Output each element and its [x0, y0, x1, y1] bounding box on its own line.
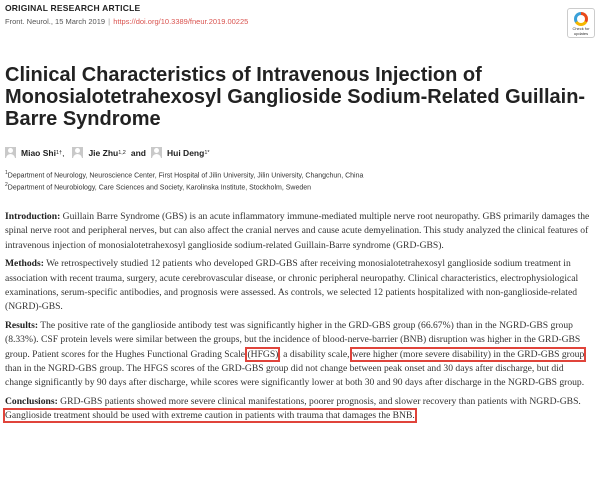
- avatar-icon: [72, 147, 83, 158]
- article-title: Clinical Characteristics of Intravenous Injection of Monosialotetrahexosyl Ganglioside Sodium-Related Guillain-Barre Syndrome: [5, 64, 586, 130]
- check-for-updates-badge[interactable]: [567, 8, 595, 38]
- author-name: Miao Shi: [21, 147, 56, 158]
- avatar-icon: [151, 147, 162, 158]
- abstract-introduction: Introduction: Guillain Barre Syndrome (GBS) is an acute inflammatory immune-mediated multiple nerve root neuropathy. GBS primarily damages the spinal nerve root and peripheral nerves, but can also affect the cranial nerves and cause acute demyelination. This study analyzed the clinical features of intravenous injection of monosialotetrahexosyl ganglioside sodium-related Guillain-Barre syndrome (GRD-GBS).: [5, 211, 590, 251]
- citation-separator: |: [108, 17, 111, 26]
- author-and: and: [130, 147, 146, 158]
- badge-line-2: updates: [573, 30, 589, 36]
- doi-link[interactable]: https://doi.org/10.3389/fneur.2019.00225: [113, 17, 249, 26]
- abstract-methods: Methods: We retrospectively studied 12 patients who developed GRD-GBS after receiving monosialotetrahexosyl ganglioside sodium treatment in association with recent trauma, surgery, acute cerebrovascular disease, or chronic peripheral neuropathy. Clinical characteristics, electrophysiological examinations, serum-specific antibodies, and prognosis were assessed. As controls, we selected 12 patients hospitalized with non-ganglioside-related (NGRD)-GBS.: [5, 258, 579, 313]
- affiliation-1: $^1$Department of Neurology, Neuroscience Center, First Hospital of Jilin University, Jilin University, Changchun, China: [5, 170, 364, 180]
- highlight-box: Ganglioside treatment should be used with extreme caution in patients with trauma that damages the BNB.: [5, 410, 415, 422]
- section-label: Methods:: [5, 258, 44, 270]
- abstract: [5, 210, 593, 428]
- author-list: [5, 147, 210, 158]
- author-hui-deng[interactable]: Hui Deng 1*: [151, 147, 210, 158]
- section-label: Results:: [5, 320, 39, 332]
- journal-date: Front. Neurol., 15 March 2019: [5, 17, 106, 26]
- abstract-conclusions: Conclusions: GRD-GBS patients showed more severe clinical manifestations, poorer prognosis, and slower recovery than patients with NGRD-GBS. Ganglioside treatment should be used with extreme caution in patients with trauma that damages the BNB.: [5, 396, 581, 422]
- affiliation-2: $^2$Department of Neurobiology, Care Sciences and Society, Karolinska Institute, Stockholm, Sweden: [5, 182, 312, 192]
- section-label: Introduction:: [5, 211, 61, 222]
- author-miao-shi[interactable]: Miao Shi 1†: [5, 147, 62, 158]
- section-label: Conclusions:: [5, 396, 58, 408]
- abstract-results: Results: The positive rate of the ganglioside antibody test was significantly higher in the GRD-GBS group (66.67%) than in the NGRD-GBS group (8.33%). CSF protein levels were similar between the groups, but the incidence of blood-nerve-barrier (BNB) disruption was higher in the GRD-GBS group. Patient scores for the Hughes Functional Grading Scale (HFGS), a disability scale, were higher (more severe disability) in the GRD-GBS group than in the NGRD-GBS group. The HFGS scores of the GRD-GBS group did not change between peak onset and 30 days after discharge, but did change significantly by 90 days after discharge, while scores were significantly lower at both 30 and 90 days after discharge in the NGRD-GBS group.: [5, 320, 585, 389]
- highlight-box: (HFGS): [247, 348, 279, 360]
- avatar-icon: [5, 147, 16, 158]
- citation-line: [5, 17, 248, 26]
- author-jie-zhu[interactable]: Jie Zhu 1,2: [72, 147, 125, 158]
- author-name: Jie Zhu: [88, 147, 119, 158]
- check-for-updates-icon: [574, 12, 588, 26]
- author-name: Hui Deng: [167, 147, 205, 158]
- badge-line-1: Check for: [572, 26, 590, 31]
- author-comma: ,: [62, 147, 65, 158]
- highlight-box: were higher (more severe disability) in the GRD-GBS group: [351, 348, 585, 360]
- article-type: ORIGINAL RESEARCH ARTICLE: [5, 3, 141, 13]
